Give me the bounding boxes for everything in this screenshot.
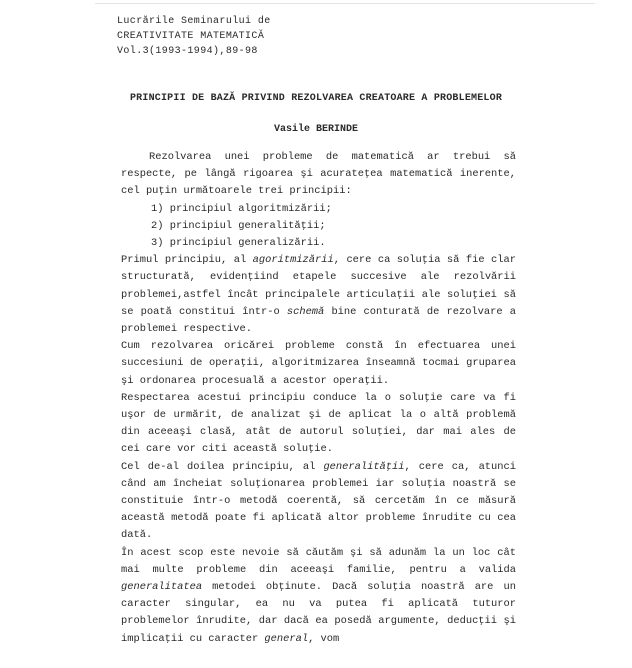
header-line-2: CREATIVITATE MATEMATICĂ [117,31,265,42]
paragraph-first-principle [121,252,516,338]
scan-edge-line [95,3,595,4]
intro-paragraph: Rezolvarea unei probleme de matematică ar trebui să respecte, pe lângă rigoarea şi acurateţea matematică inerente, cel puţin următoarele trei principii: [121,151,516,198]
emphasis-term: generalităţii [323,460,405,473]
principles-list [121,201,516,253]
text-run: bine conturată de rezolvare a problemei respective. [121,305,517,336]
publication-header [117,14,271,59]
emphasis-term: schemă [286,305,325,318]
text-run: , cere ca, atunci când am încheiat soluţionarea problemei iar soluţia noastră se constituie într-o metodă coerentă, să cercetăm în ce măsură această metodă poate fi aplicată altor probleme înrudite cu cea dată. [121,460,516,542]
text-run: , cere ca soluţia să fie clar structurată, evidenţiind etapele succesive ale rezolvării problemei,astfel încât principalele articulaţii ale soluţiei să se poată constitui într-o [121,254,516,318]
paragraph-second-principle [121,459,516,545]
paragraph-consequence: Respectarea acestui principiu conduce la o soluţie care va fi uşor de urmărit, de analizat şi de aplicat la o altă problemă din aceeaşi clasă, atât de autorul soluţiei, dar mai ales de cei care vor citi această soluţie. [121,391,516,456]
header-line-3: Vol.3(1993-1994),89-98 [117,46,258,57]
emphasis-term: generalitatea [121,581,203,594]
paragraph-generality [121,545,516,648]
text-run: metodei obţinute. Dacă soluţia noastră are un caracter singular, ea nu va putea fi aplicată tuturor problemelor înrudite, dar dacă ea posedă argumente, deducţii şi implicaţii cu caracter [121,581,516,645]
text-run: , vom [308,632,340,645]
emphasis-term: general [264,632,309,645]
emphasis-term: agoritmizării [252,254,334,267]
article-author: Vasile BERINDE [273,124,358,135]
text-run: Cel de-al doilea principiu, al [121,460,324,473]
header-line-1: Lucrările Seminarului de [117,16,271,27]
list-item: 2) principiul generalităţii; [151,219,326,232]
article-title: PRINCIPII DE BAZĂ PRIVIND REZOLVAREA CREATOARE A PROBLEMELOR [129,93,503,104]
article-body [121,149,516,648]
list-item: 1) principiul algoritmizării; [151,202,332,215]
text-run: Primul principiu, al [121,254,253,267]
paragraph-operations: Cum rezolvarea oricărei probleme constă în efectuarea unei succesiuni de operaţii, algoritmizarea înseamnă tocmai gruparea şi ordonarea procesuală a acestor operaţii. [121,340,516,387]
list-item: 3) principiul generalizării. [151,237,326,250]
text-run: În acest scop este nevoie să căutăm şi să adunăm la un loc cât mai multe probleme din aceeaşi familie, pentru a valida [121,546,516,576]
